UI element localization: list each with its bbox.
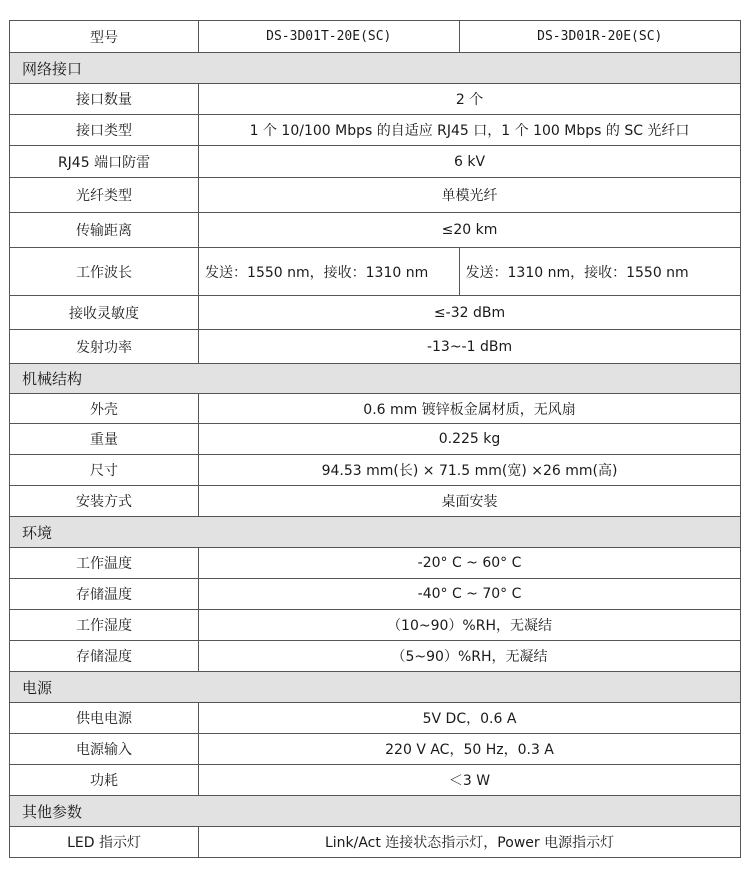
port-count-label: 接口数量	[10, 84, 199, 115]
wavelength-label: 工作波长	[10, 248, 199, 296]
supply-label: 供电电源	[10, 703, 199, 734]
table-row	[10, 330, 741, 364]
table-row	[10, 296, 741, 330]
tx-power-label: 发射功率	[10, 330, 199, 364]
section-title: 机械结构	[10, 364, 741, 394]
section-title: 网络接口	[10, 53, 741, 84]
surge-value: 6 kV	[199, 146, 741, 178]
table-row	[10, 178, 741, 213]
header-row	[10, 21, 741, 53]
size-label: 尺寸	[10, 455, 199, 486]
st-temp-value: -40° C ~ 70° C	[199, 579, 741, 610]
table-row	[10, 424, 741, 455]
st-hum-value: （5~90）%RH，无凝结	[199, 641, 741, 672]
section-title: 环境	[10, 517, 741, 548]
op-temp-value: -20° C ~ 60° C	[199, 548, 741, 579]
mount-label: 安装方式	[10, 486, 199, 517]
spec-table	[9, 20, 741, 858]
port-count-value: 2 个	[199, 84, 741, 115]
tx-power-value: -13~-1 dBm	[199, 330, 741, 364]
model-b: DS-3D01R-20E(SC)	[459, 21, 740, 53]
input-label: 电源输入	[10, 734, 199, 765]
section-environment	[10, 517, 741, 548]
table-row	[10, 641, 741, 672]
sensitivity-value: ≤-32 dBm	[199, 296, 741, 330]
op-hum-value: （10~90）%RH，无凝结	[199, 610, 741, 641]
table-row	[10, 579, 741, 610]
size-value: 94.53 mm(长) × 71.5 mm(宽) ×26 mm(高)	[199, 455, 741, 486]
fiber-type-value: 单模光纤	[199, 178, 741, 213]
table-row	[10, 765, 741, 796]
section-network	[10, 53, 741, 84]
shell-value: 0.6 mm 镀锌板金属材质，无风扇	[199, 394, 741, 424]
table-row	[10, 248, 741, 296]
op-hum-label: 工作湿度	[10, 610, 199, 641]
spec-sheet	[9, 20, 741, 858]
section-other	[10, 796, 741, 827]
shell-label: 外壳	[10, 394, 199, 424]
table-row	[10, 115, 741, 146]
table-row	[10, 486, 741, 517]
supply-value: 5V DC，0.6 A	[199, 703, 741, 734]
table-row	[10, 394, 741, 424]
model-label: 型号	[10, 21, 199, 53]
led-label: LED 指示灯	[10, 827, 199, 858]
consumption-label: 功耗	[10, 765, 199, 796]
sensitivity-label: 接收灵敏度	[10, 296, 199, 330]
led-value: Link/Act 连接状态指示灯，Power 电源指示灯	[199, 827, 741, 858]
wavelength-b: 发送：1310 nm，接收：1550 nm	[459, 248, 740, 296]
surge-label: RJ45 端口防雷	[10, 146, 199, 178]
distance-label: 传输距离	[10, 213, 199, 248]
fiber-type-label: 光纤类型	[10, 178, 199, 213]
table-row	[10, 213, 741, 248]
table-row	[10, 703, 741, 734]
op-temp-label: 工作温度	[10, 548, 199, 579]
weight-value: 0.225 kg	[199, 424, 741, 455]
model-a: DS-3D01T-20E(SC)	[199, 21, 459, 53]
distance-value: ≤20 km	[199, 213, 741, 248]
table-row	[10, 827, 741, 858]
table-row	[10, 146, 741, 178]
st-temp-label: 存储温度	[10, 579, 199, 610]
weight-label: 重量	[10, 424, 199, 455]
input-value: 220 V AC，50 Hz，0.3 A	[199, 734, 741, 765]
section-title: 电源	[10, 672, 741, 703]
section-power	[10, 672, 741, 703]
table-row	[10, 84, 741, 115]
table-row	[10, 455, 741, 486]
port-type-label: 接口类型	[10, 115, 199, 146]
port-type-value: 1 个 10/100 Mbps 的自适应 RJ45 口，1 个 100 Mbps 的 SC 光纤口	[199, 115, 741, 146]
table-row	[10, 548, 741, 579]
mount-value: 桌面安装	[199, 486, 741, 517]
consumption-value: ＜3 W	[199, 765, 741, 796]
table-row	[10, 610, 741, 641]
wavelength-a: 发送：1550 nm，接收：1310 nm	[199, 248, 459, 296]
section-title: 其他参数	[10, 796, 741, 827]
table-row	[10, 734, 741, 765]
st-hum-label: 存储湿度	[10, 641, 199, 672]
section-mechanical	[10, 364, 741, 394]
